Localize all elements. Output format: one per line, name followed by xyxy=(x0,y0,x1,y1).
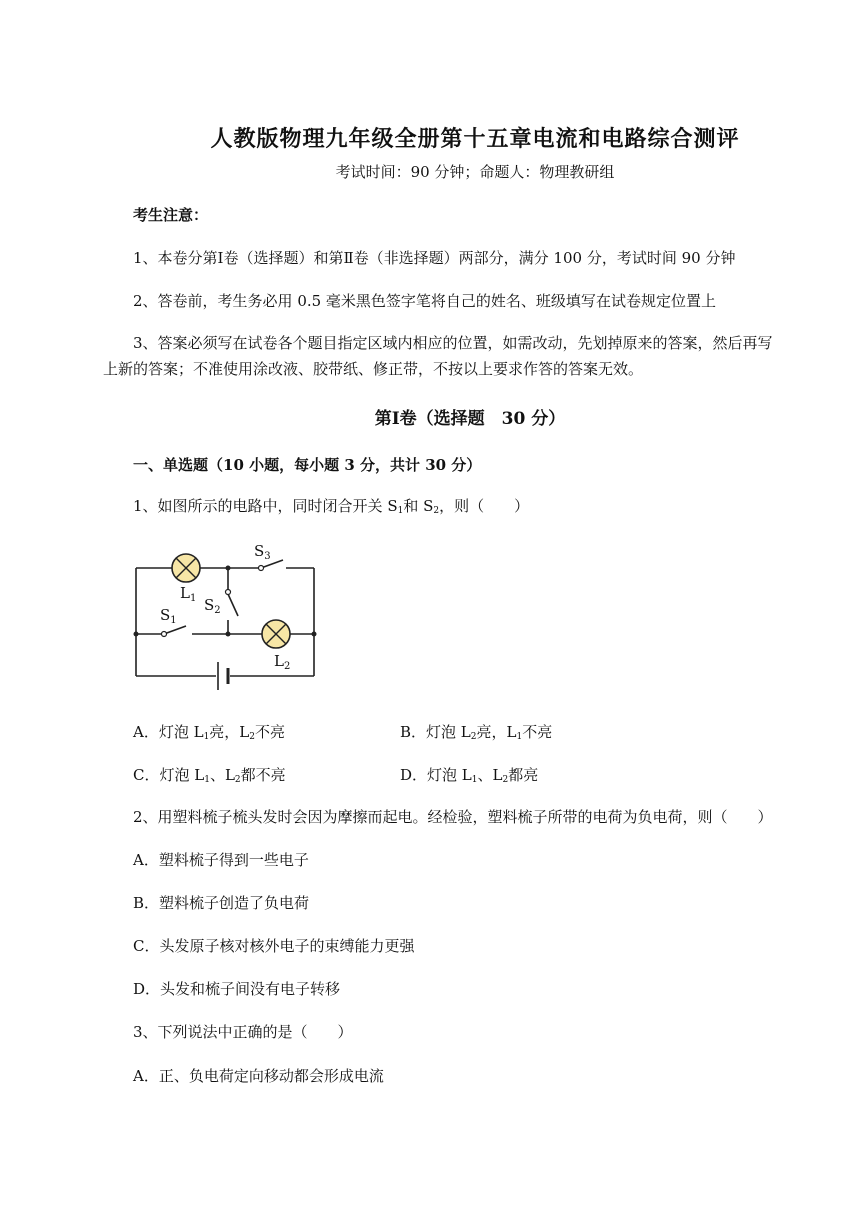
q1-stem: 1、如图所示的电路中，同时闭合开关 $S_1$和 $S_2$，则（ ） xyxy=(133,497,530,516)
q2-option-d: D．头发和梳子间没有电子转移 xyxy=(133,980,341,998)
q3-stem: 3、下列说法中正确的是（ ） xyxy=(133,1023,353,1041)
q2-option-c: C．头发原子核对核外电子的束缚能力更强 xyxy=(133,937,415,955)
page-title: 人教版物理九年级全册第十五章电流和电路综合测评 xyxy=(210,126,740,152)
circuit-diagram xyxy=(128,536,328,696)
q2-option-a: A．塑料梳子得到一些电子 xyxy=(133,851,309,869)
label-s3: $S_3$ xyxy=(254,542,271,562)
q2-option-b: B．塑料梳子创造了负电荷 xyxy=(133,894,310,912)
q1-option-a: A．灯泡 $L_1$亮，$L_2$不亮 xyxy=(133,723,286,742)
lamp-l1-icon xyxy=(172,554,200,582)
notice-item-1: 1、本卷分第Ⅰ卷（选择题）和第Ⅱ卷（非选择题）两部分，满分 100 分，考试时间 90 分钟 xyxy=(133,249,736,267)
q1-option-d: D．灯泡 $L_1$、$L_2$都亮 xyxy=(400,766,539,785)
label-s1: $S_1$ xyxy=(160,606,177,626)
exam-info: 考试时间：90 分钟；命题人：物理教研组 xyxy=(335,163,615,181)
q1-option-c: C．灯泡 $L_1$、$L_2$都不亮 xyxy=(133,766,286,785)
label-l2: $L_2$ xyxy=(274,652,291,672)
q3-option-a: A．正、负电荷定向移动都会形成电流 xyxy=(133,1067,384,1085)
label-l1: $L_1$ xyxy=(180,584,197,604)
part-heading: 一、单选题（10 小题，每小题 3 分，共计 30 分） xyxy=(133,456,482,474)
notice-item-3: 3、答案必须写在试卷各个题目指定区域内相应的位置，如需改动，先划掉原来的答案，然后再写 xyxy=(133,334,773,352)
lamp-l2-icon xyxy=(262,620,290,648)
q2-stem: 2、用塑料梳子梳头发时会因为摩擦而起电。经检验，塑料梳子所带的电荷为负电荷，则（ ） xyxy=(133,808,773,826)
notice-item-2: 2、答卷前，考生务必用 0.5 毫米黑色签字笔将自己的姓名、班级填写在试卷规定位置上 xyxy=(133,292,716,310)
q1-option-b: B．灯泡 $L_2$亮，$L_1$不亮 xyxy=(400,723,553,742)
notice-item-3-cont: 上新的答案；不准使用涂改液、胶带纸、修正带，不按以上要求作答的答案无效。 xyxy=(103,360,644,378)
section-title: 第Ⅰ卷（选择题 30 分） xyxy=(374,409,566,429)
label-s2: $S_2$ xyxy=(204,596,221,616)
notice-heading: 考生注意： xyxy=(133,206,209,224)
